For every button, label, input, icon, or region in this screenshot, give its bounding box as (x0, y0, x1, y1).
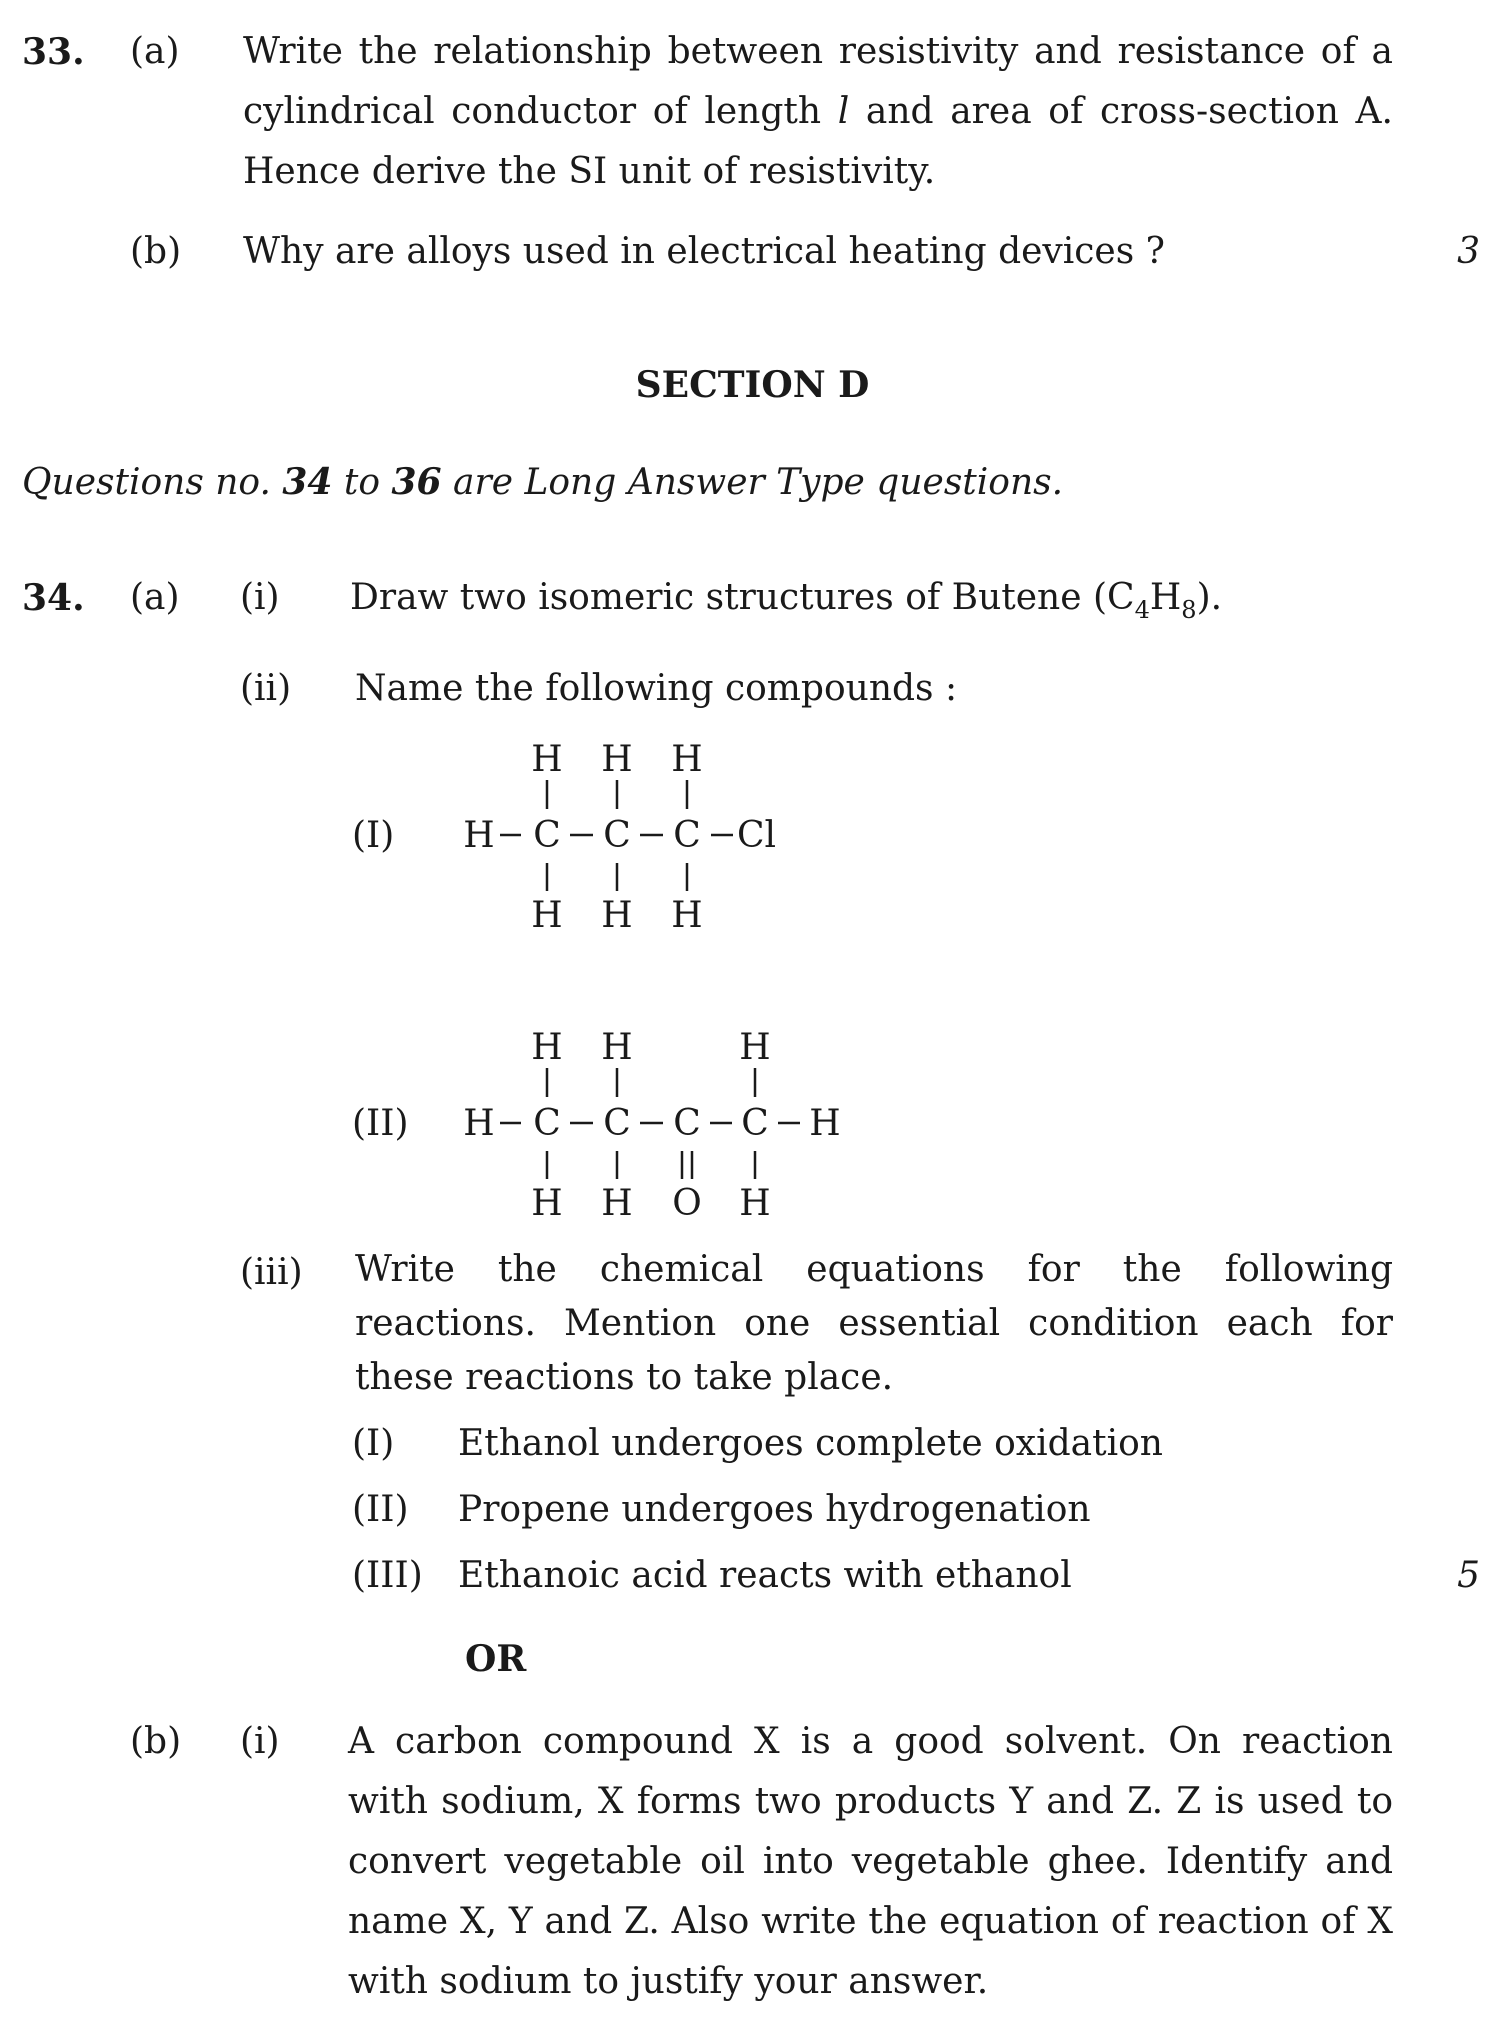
atom-h-left: H (463, 1103, 495, 1144)
part-b-label: (b) (130, 1721, 182, 1762)
compound-i-structure (455, 735, 815, 939)
atom-o-bottom: O (672, 1183, 702, 1223)
variable-l: l (837, 91, 850, 132)
reaction-1-label: (I) (352, 1423, 395, 1464)
atom-cl: Cl (737, 815, 777, 856)
atom-h-bottom-2: H (601, 1183, 633, 1223)
atom-h-bottom-3: H (671, 895, 703, 935)
question-33b-text: Why are alloys used in electrical heating devices ? (243, 231, 1165, 272)
compound-i-svg (455, 735, 815, 935)
atom-c-1: C (533, 815, 561, 856)
atom-c-3: C (673, 1103, 701, 1144)
subpart-i-text (350, 568, 1222, 628)
formula-prefix: Draw two isomeric structures of Butene (C (350, 577, 1135, 618)
question-number-33: 33. (22, 31, 85, 73)
marks-34: 5 (1457, 1555, 1480, 1596)
or-divider: OR (465, 1638, 527, 1680)
compound-ii-structure (455, 1023, 875, 1227)
atom-h-bottom-1: H (531, 1183, 563, 1223)
subpart-b-i-label: (i) (240, 1721, 280, 1762)
atom-h-top-1: H (531, 1027, 563, 1068)
atom-h-top-1: H (531, 739, 563, 780)
atom-h-top-2: H (601, 1027, 633, 1068)
part-b-label: (b) (130, 231, 182, 272)
question-33a-body: Write the relationship between resistivity and resistance of a cylindrical conductor of length l and area of cross-section A. Hence derive the SI unit of resistivity. (243, 31, 1393, 192)
atom-h-bottom-1: H (531, 895, 563, 935)
subscript-8: 8 (1181, 596, 1197, 624)
atom-c-4: C (741, 1103, 769, 1144)
compound-ii-svg (455, 1023, 875, 1223)
subpart-b-i-text: A carbon compound X is a good solvent. On reaction with sodium, X forms two products Y and Z. Z is used to convert vegetable oil into vegetable ghee. Identify and name X, Y and Z. Also write the equation of reaction of X with sodium to justify your answer. (348, 1721, 1393, 2002)
marks-33: 3 (1457, 231, 1480, 272)
reaction-3-text: Ethanoic acid reacts with ethanol (458, 1555, 1072, 1596)
part-a-label: (a) (130, 577, 180, 618)
part-a-label: (a) (130, 31, 180, 72)
atom-h-right: H (809, 1103, 841, 1144)
subpart-iii-text: Write the chemical equations for the following reactions. Mention one essential condition each for these reactions to take place. (355, 1249, 1393, 1398)
atom-c-2: C (603, 815, 631, 856)
subpart-ii-label: (ii) (240, 668, 292, 709)
atom-h-top-3: H (671, 739, 703, 780)
question-number-34: 34. (22, 577, 85, 619)
atom-h-bottom-4: H (739, 1183, 771, 1223)
reaction-3-label: (III) (352, 1555, 423, 1596)
instruction-mid: to (332, 462, 392, 503)
formula-suffix: ). (1196, 577, 1223, 618)
instruction-to: 36 (391, 461, 442, 503)
section-instruction (22, 452, 1063, 513)
atom-h-bottom-2: H (601, 895, 633, 935)
reaction-1-text: Ethanol undergoes complete oxidation (458, 1423, 1163, 1464)
compound-ii-label: (II) (352, 1103, 409, 1144)
reaction-2-label: (II) (352, 1489, 409, 1530)
atom-c-1: C (533, 1103, 561, 1144)
subpart-ii-text: Name the following compounds : (355, 668, 958, 709)
subscript-4: 4 (1134, 596, 1150, 624)
atom-h-left: H (463, 815, 495, 856)
subpart-i-label: (i) (240, 577, 280, 618)
instruction-suffix: are Long Answer Type questions. (441, 462, 1064, 503)
compound-i-label: (I) (352, 815, 395, 856)
atom-c-2: C (603, 1103, 631, 1144)
formula-h: H (1149, 577, 1182, 618)
question-33a-text (243, 22, 1393, 202)
instruction-prefix: Questions no. (22, 462, 283, 503)
atom-h-top-2: H (601, 739, 633, 780)
reaction-2-text: Propene undergoes hydrogenation (458, 1489, 1091, 1530)
atom-c-3: C (673, 815, 701, 856)
section-heading: SECTION D (635, 364, 870, 406)
instruction-from: 34 (282, 461, 333, 503)
atom-h-top-4: H (739, 1027, 771, 1068)
subpart-iii-label: (iii) (240, 1252, 303, 1293)
